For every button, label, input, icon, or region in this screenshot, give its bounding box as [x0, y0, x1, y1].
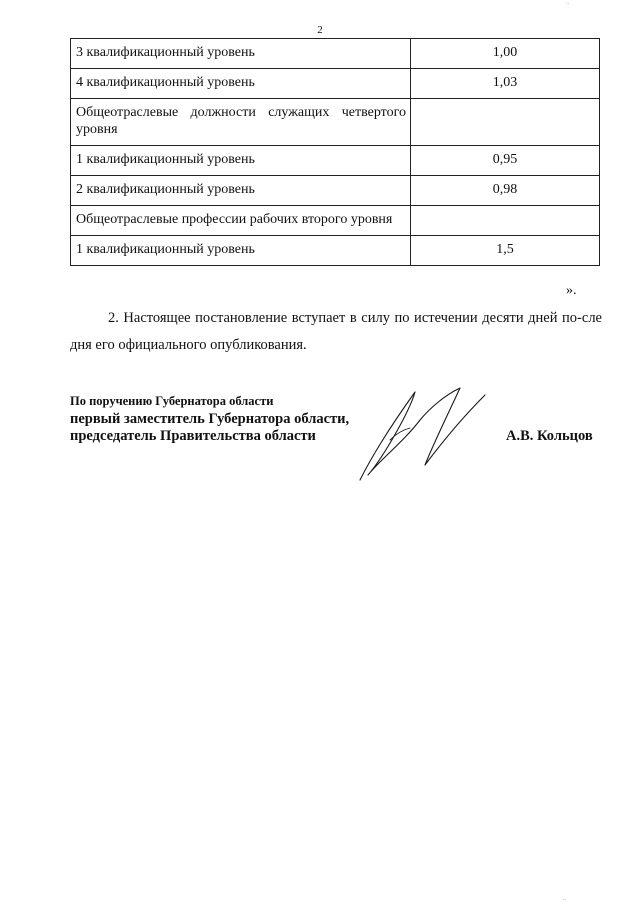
body-paragraph: 2. Настоящее постановление вступает в силу по истечении десяти дней по-сле дня его официального опубликования. [70, 310, 602, 353]
handwritten-signature [350, 380, 500, 490]
table-cell-coefficient [411, 99, 600, 146]
signature-authority-line: По поручению Губернатора области [70, 394, 274, 408]
table-row-group-header [71, 99, 600, 146]
table-cell-level: 1 квалификационный уровень [71, 236, 411, 266]
table-cell-coefficient: 1,00 [411, 39, 600, 69]
table-cell-coefficient: 1,03 [411, 69, 600, 99]
table-cell-coefficient: 0,95 [411, 146, 600, 176]
table-cell-coefficient [411, 206, 600, 236]
table-row [71, 146, 600, 176]
table-cell-level: 4 квалификационный уровень [71, 69, 411, 99]
signatory-position-line: председатель Правительства области [70, 428, 316, 444]
table-cell-level: 1 квалификационный уровень [71, 146, 411, 176]
scan-mark: .. [563, 896, 566, 902]
table-cell-level: 3 квалификационный уровень [71, 39, 411, 69]
table-row [71, 176, 600, 206]
closing-quote: ». [566, 283, 577, 298]
page-number: 2 [317, 24, 323, 36]
table-row [71, 69, 600, 99]
table-cell-level: 2 квалификационный уровень [71, 176, 411, 206]
signatory-position-line: первый заместитель Губернатора области, [70, 411, 350, 427]
table-cell-group: Общеотраслевые профессии рабочих второго уровня [71, 206, 411, 236]
table-cell-coefficient: 0,98 [411, 176, 600, 206]
table-cell-group: Общеотраслевые должности служащих четвертого уровня [71, 99, 411, 146]
table-row [71, 39, 600, 69]
scan-mark: .. [566, 0, 569, 6]
table-row-group-header [71, 206, 600, 236]
coefficient-table [70, 38, 600, 266]
signatory-name: А.В. Кольцов [506, 428, 593, 444]
table-cell-coefficient: 1,5 [411, 236, 600, 266]
table-row [71, 236, 600, 266]
